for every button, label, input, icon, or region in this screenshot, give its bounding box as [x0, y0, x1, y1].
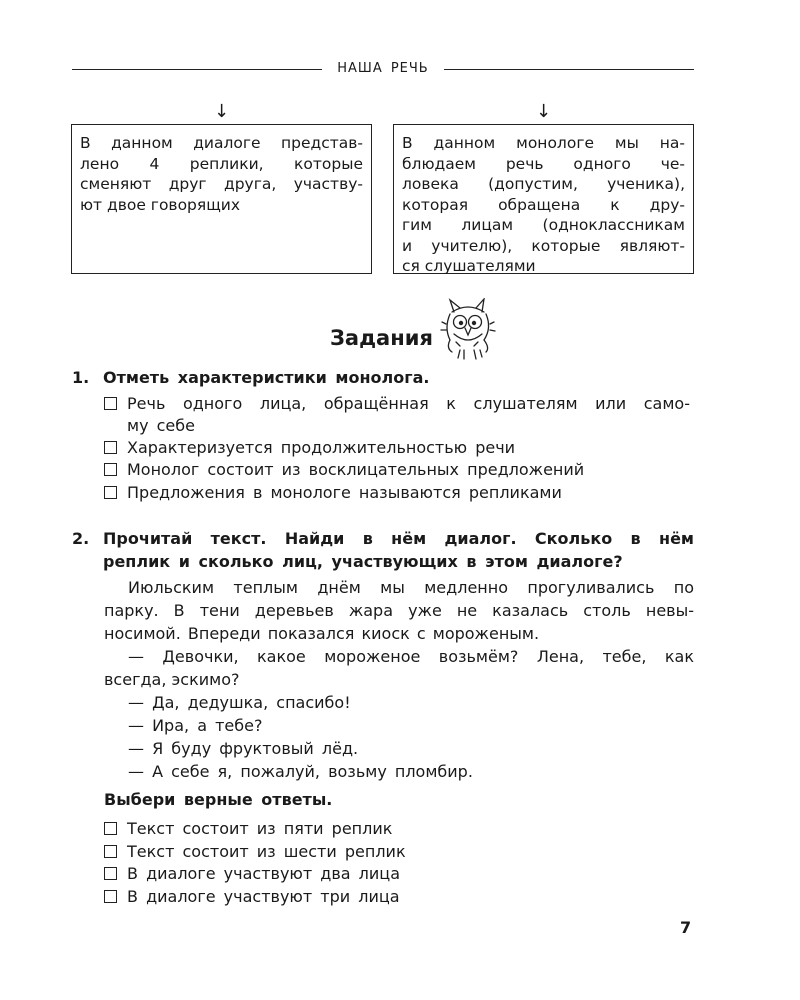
checkbox[interactable]: [104, 463, 117, 476]
checkbox[interactable]: [104, 486, 117, 499]
option-text: му себе: [127, 416, 195, 435]
page-number: 7: [680, 918, 692, 937]
checkbox-option[interactable]: [104, 841, 406, 863]
box-line: сменяют друг друга, участву-: [80, 175, 363, 193]
story-line: парку. В тени деревьев жара уже не казалась столь невы-: [104, 601, 694, 620]
checkbox[interactable]: [104, 845, 117, 858]
story-line: Июльским теплым днём мы медленно прогуливались по: [128, 578, 694, 597]
option-text: Речь одного лица, обращённая к слушателям или само-: [127, 394, 690, 413]
arrow-down-icon: ↓: [536, 101, 552, 122]
monologue-explanation-box: [393, 124, 694, 274]
checkbox[interactable]: [104, 867, 117, 880]
story-line: — Да, дедушка, спасибо!: [128, 693, 351, 712]
checkbox-option[interactable]: [104, 459, 584, 481]
story-line: всегда, эскимо?: [104, 670, 240, 689]
task-1-title: [72, 366, 429, 389]
checkbox-option[interactable]: [104, 886, 400, 908]
box-line: ся слушателями: [402, 257, 536, 275]
story-line: носимой. Впереди показался киоск с мороженым.: [104, 624, 540, 643]
arrow-down-icon: ↓: [214, 101, 230, 122]
box-line: ловека (допустим, ученика),: [402, 175, 685, 193]
box-line: В данном диалоге представ-: [80, 134, 363, 152]
box-line: ют двое говорящих: [80, 195, 241, 214]
section-title: Задания: [330, 326, 433, 350]
option-text: Текст состоит из шести реплик: [127, 842, 406, 861]
box-line: лено 4 реплики, которые: [80, 154, 363, 173]
task-number: 2.: [72, 529, 90, 548]
checkbox[interactable]: [104, 397, 117, 410]
story-line: — Ира, а тебе?: [128, 716, 263, 735]
sub-title: Выбери верные ответы.: [104, 790, 333, 809]
option-text: Предложения в монологе называются репликами: [127, 483, 562, 502]
checkbox-option[interactable]: [104, 482, 562, 504]
running-header: [72, 58, 694, 82]
checkbox[interactable]: [104, 441, 117, 454]
task-question: Отметь характеристики монолога.: [103, 368, 430, 387]
task-question: реплик и сколько лиц, участвующих в этом диалоге?: [103, 552, 623, 571]
checkbox-option[interactable]: [104, 863, 400, 885]
option-text: В диалоге участвуют три лица: [127, 887, 400, 906]
task-number: 1.: [72, 368, 90, 387]
owl-icon: [440, 298, 496, 362]
checkbox[interactable]: [104, 822, 117, 835]
option-text: В диалоге участвуют два лица: [127, 864, 400, 883]
box-line: В данном монологе мы на-: [402, 134, 685, 152]
checkbox-option[interactable]: [104, 437, 515, 459]
box-line: блюдаем речь одного че-: [402, 154, 685, 173]
option-text: Монолог состоит из восклицательных предложений: [127, 460, 585, 479]
box-line: и учителю), которые являют-: [402, 236, 685, 255]
task-question: Прочитай текст. Найди в нём диалог. Сколько в нём: [103, 529, 694, 548]
task-2-title: [72, 527, 694, 573]
story-line: — Я буду фруктовый лёд.: [128, 739, 359, 758]
header-title: НАША РЕЧЬ: [337, 61, 429, 76]
checkbox-option[interactable]: [104, 393, 690, 437]
box-line: гим лицам (одноклассникам: [402, 216, 685, 234]
story-line: — А себе я, пожалуй, возьму пломбир.: [128, 762, 473, 781]
option-text: Текст состоит из пяти реплик: [127, 819, 393, 838]
box-line: которая обращена к дру-: [402, 195, 685, 214]
story-line: — Девочки, какое мороженое возьмём? Лена, тебе, как: [128, 647, 694, 666]
dialog-explanation-box: [71, 124, 372, 274]
option-text: Характеризуется продолжительностью речи: [127, 438, 516, 457]
checkbox[interactable]: [104, 890, 117, 903]
header-rule-right: [444, 69, 694, 70]
checkbox-option[interactable]: [104, 818, 392, 840]
